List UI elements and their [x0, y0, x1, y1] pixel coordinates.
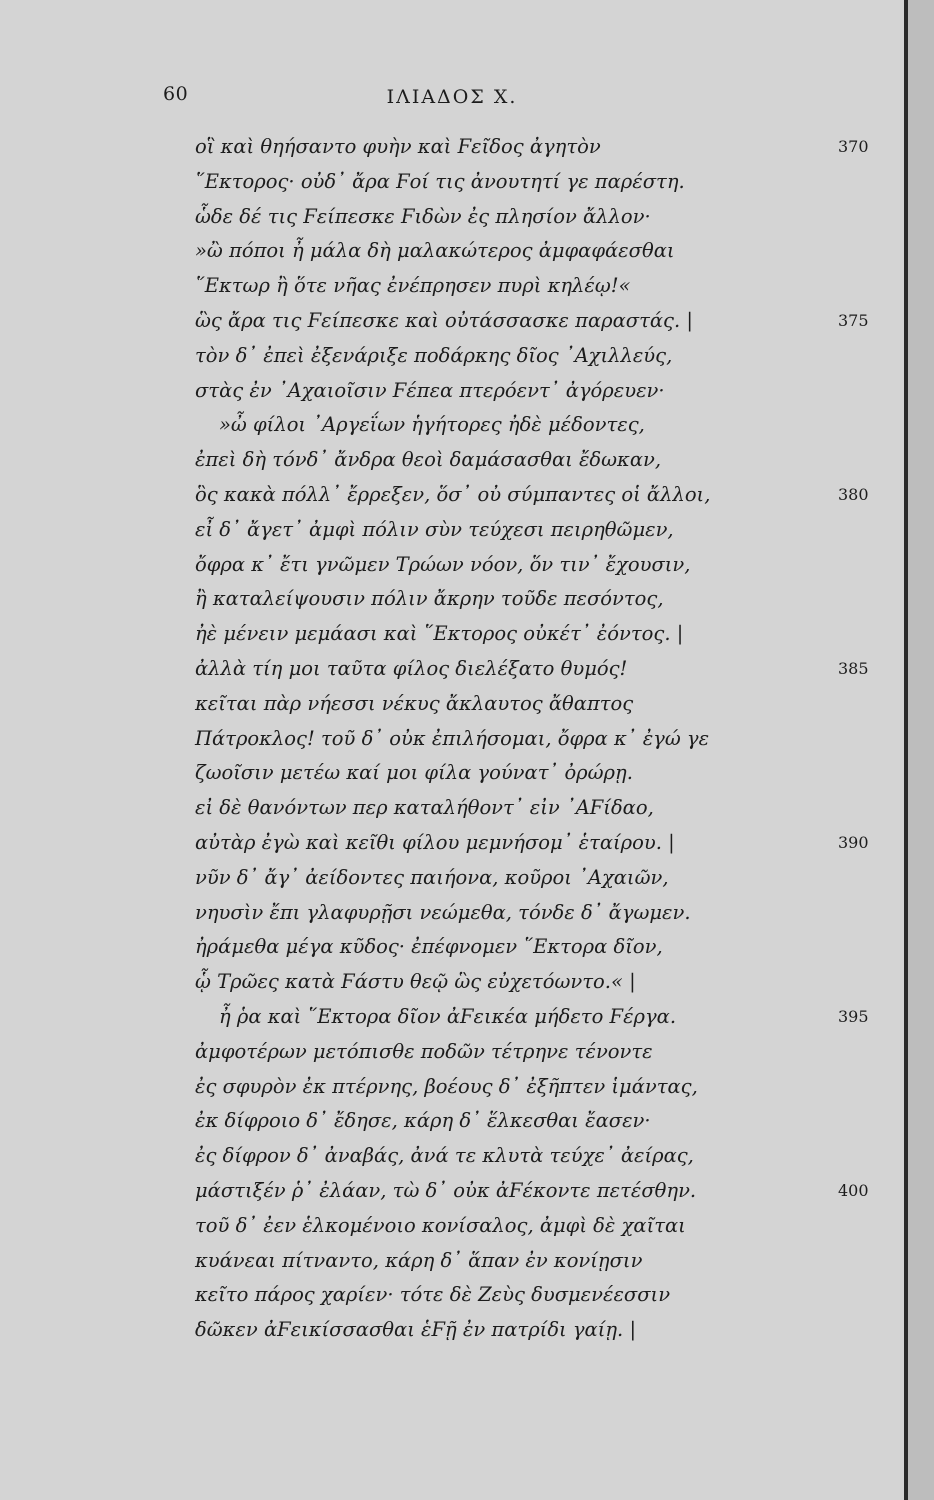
verse-text: στὰς ἐν ᾿Αχαιοῖσιν Ϝέπεα πτερόεντ᾽ ἀγόρευεν·	[195, 378, 665, 402]
verse-text: ἠὲ μένειν μεμάασι καὶ ῞Εκτορος οὐκέτ᾽ ἐόντος. |	[195, 622, 684, 646]
line-number: 400	[838, 1180, 869, 1200]
verse-text: τοῦ δ᾽ ἐεν ἑλκομένοιο κονίσαλος, ἀμφὶ δὲ χαῖται	[195, 1213, 686, 1237]
verse-text: εἰ δὲ θανόντων περ καταλήθοντ᾽ εἰν ᾿ΑϜίδαο,	[195, 796, 654, 820]
verse-line	[195, 408, 835, 443]
verse-text: ῞Εκτωρ ἢ ὅτε νῆας ἐνέπρησεν πυρὶ κηλέῳ!«	[195, 274, 631, 298]
verse-text: κεῖται πὰρ νήεσσι νέκυς ἄκλαυτος ἄθαπτος	[195, 691, 634, 715]
verse-text: τὸν δ᾽ ἐπεὶ ἐξενάριξε ποδάρκης δῖος ᾿Αχιλλεύς,	[195, 343, 673, 367]
verse-line	[195, 1070, 835, 1105]
verse-text: ἐς δίφρον δ᾽ ἀναβάς, ἀνά τε κλυτὰ τεύχε᾽ ἀείρας,	[195, 1144, 694, 1168]
verse-text: νηυσὶν ἔπι γλαφυρῇσι νεώμεθα, τόνδε δ᾽ ἄγωμεν.	[195, 900, 691, 924]
verse-text: »ὦ φίλοι ᾿Αργεΐων ἡγήτορες ἠδὲ μέδοντες,	[219, 413, 645, 437]
verse-text: οἳ καὶ θηήσαντο φυὴν καὶ Ϝεῖδος ἀγητὸν	[195, 135, 601, 158]
verse-text: ὄφρα κ᾽ ἔτι γνῶμεν Τρώων νόον, ὅν τιν᾽ ἔχουσιν,	[195, 552, 691, 576]
verse-line	[195, 1244, 835, 1279]
verse-text: ἐς σφυρὸν ἐκ πτέρνης, βοέους δ᾽ ἐξῆπτεν ἱμάντας,	[195, 1074, 698, 1098]
verse-line	[195, 896, 835, 931]
verse-line	[195, 304, 869, 339]
verse-text: ῞Εκτορος· οὐδ᾽ ἄρα Ϝοί τις ἀνουτητί γε παρέστη.	[195, 169, 685, 193]
verse-line	[195, 374, 835, 409]
line-number: 385	[838, 658, 869, 678]
verse-line	[195, 1174, 869, 1209]
verse-line	[195, 582, 835, 617]
adjacent-page-strip	[908, 0, 934, 1500]
verse-text: ζωοῖσιν μετέω καί μοι φίλα γούνατ᾽ ὀρώρῃ.	[195, 761, 633, 785]
verse-line	[195, 478, 869, 513]
verse-text: ᾧ Τρῶες κατὰ Ϝάστυ θεῷ ὣς εὐχετόωντο.« |	[195, 970, 636, 994]
verse-line	[195, 861, 835, 896]
verse-text: ὧδε δέ τις Ϝείπεσκε Ϝιδὼν ἐς πλησίον ἄλλον·	[195, 204, 651, 228]
verse-text: κυάνεαι πίτναντο, κάρη δ᾽ ἅπαν ἐν κονίῃσιν	[195, 1248, 643, 1272]
verse-line	[195, 1278, 835, 1313]
verse-text: ἀλλὰ τίη μοι ταῦτα φίλος διελέξατο θυμός!	[195, 656, 628, 680]
verse-line	[195, 965, 835, 1000]
verse-line	[195, 617, 835, 652]
verse-line	[195, 756, 835, 791]
verse-line	[195, 269, 835, 304]
verse-line	[195, 930, 835, 965]
line-number: 395	[838, 1006, 869, 1026]
verse-line	[195, 1139, 835, 1174]
line-number: 390	[838, 832, 869, 852]
verse-text: αὐτὰρ ἐγὼ καὶ κεῖθι φίλου μεμνήσομ᾽ ἑταίρου. |	[195, 830, 675, 854]
verse-line	[195, 443, 835, 478]
verse-line	[195, 826, 869, 861]
verse-block	[195, 130, 869, 1348]
verse-text: δῶκεν ἀϜεικίσσασθαι ἑϜῇ ἐν πατρίδι γαίῃ. |	[195, 1318, 637, 1342]
verse-line	[195, 722, 835, 757]
verse-line	[195, 165, 835, 200]
verse-text: εἶ δ᾽ ἄγετ᾽ ἀμφὶ πόλιν σὺν τεύχεσι πειρηθῶμεν,	[195, 517, 674, 541]
verse-text: ἦ ῥα καὶ ῞Εκτορα δῖον ἀϜεικέα μήδετο Ϝέργα.	[219, 1004, 677, 1028]
page-number: 60	[163, 83, 189, 105]
verse-text: »ὢ πόποι ἦ μάλα δὴ μαλακώτερος ἀμφαφάεσθαι	[195, 239, 675, 263]
verse-text: ἐκ δίφροιο δ᾽ ἔδησε, κάρη δ᾽ ἕλκεσθαι ἔασεν·	[195, 1109, 651, 1133]
verse-line	[195, 1209, 835, 1244]
line-number: 375	[838, 310, 869, 330]
verse-line	[195, 687, 835, 722]
verse-text: ἐπεὶ δὴ τόνδ᾽ ἄνδρα θεοὶ δαμάσασθαι ἔδωκαν,	[195, 448, 662, 472]
verse-line	[195, 1000, 869, 1035]
verse-text: ἢ καταλείψουσιν πόλιν ἄκρην τοῦδε πεσόντος,	[195, 587, 664, 611]
verse-line	[195, 791, 835, 826]
line-number: 380	[838, 484, 869, 504]
running-head: ΙΛΙΑΔΟΣ Χ.	[386, 86, 518, 108]
verse-line	[195, 1313, 835, 1348]
verse-text: ἀμφοτέρων μετόπισθε ποδῶν τέτρηνε τένοντε	[195, 1039, 653, 1063]
verse-line	[195, 339, 835, 374]
verse-text: μάστιξέν ῥ᾽ ἐλάαν, τὼ δ᾽ οὐκ ἀϜέκοντε πετέσθην.	[195, 1178, 697, 1202]
verse-text: κεῖτο πάρος χαρίεν· τότε δὲ Ζεὺς δυσμενέεσσιν	[195, 1283, 671, 1307]
verse-line	[195, 652, 869, 687]
verse-line	[195, 200, 835, 235]
verse-text: Πάτροκλος! τοῦ δ᾽ οὐκ ἐπιλήσομαι, ὄφρα κ᾽ ἐγώ γε	[195, 726, 710, 750]
verse-line	[195, 130, 869, 165]
verse-text: ὃς κακὰ πόλλ᾽ ἔρρεξεν, ὅσ᾽ οὐ σύμπαντες οἱ ἄλλοι,	[195, 482, 711, 506]
verse-line	[195, 1104, 835, 1139]
line-number: 370	[838, 137, 869, 156]
verse-line	[195, 513, 835, 548]
verse-line	[195, 1035, 835, 1070]
verse-text: νῦν δ᾽ ἄγ᾽ ἀείδοντες παιήονα, κοῦροι ᾿Αχαιῶν,	[195, 865, 669, 889]
verse-line	[195, 234, 835, 269]
verse-line	[195, 548, 835, 583]
verse-text: ὣς ἄρα τις Ϝείπεσκε καὶ οὐτάσσασκε παραστάς. |	[195, 308, 693, 332]
verse-text: ἠράμεθα μέγα κῦδος· ἐπέφνομεν ῞Εκτορα δῖον,	[195, 935, 663, 959]
